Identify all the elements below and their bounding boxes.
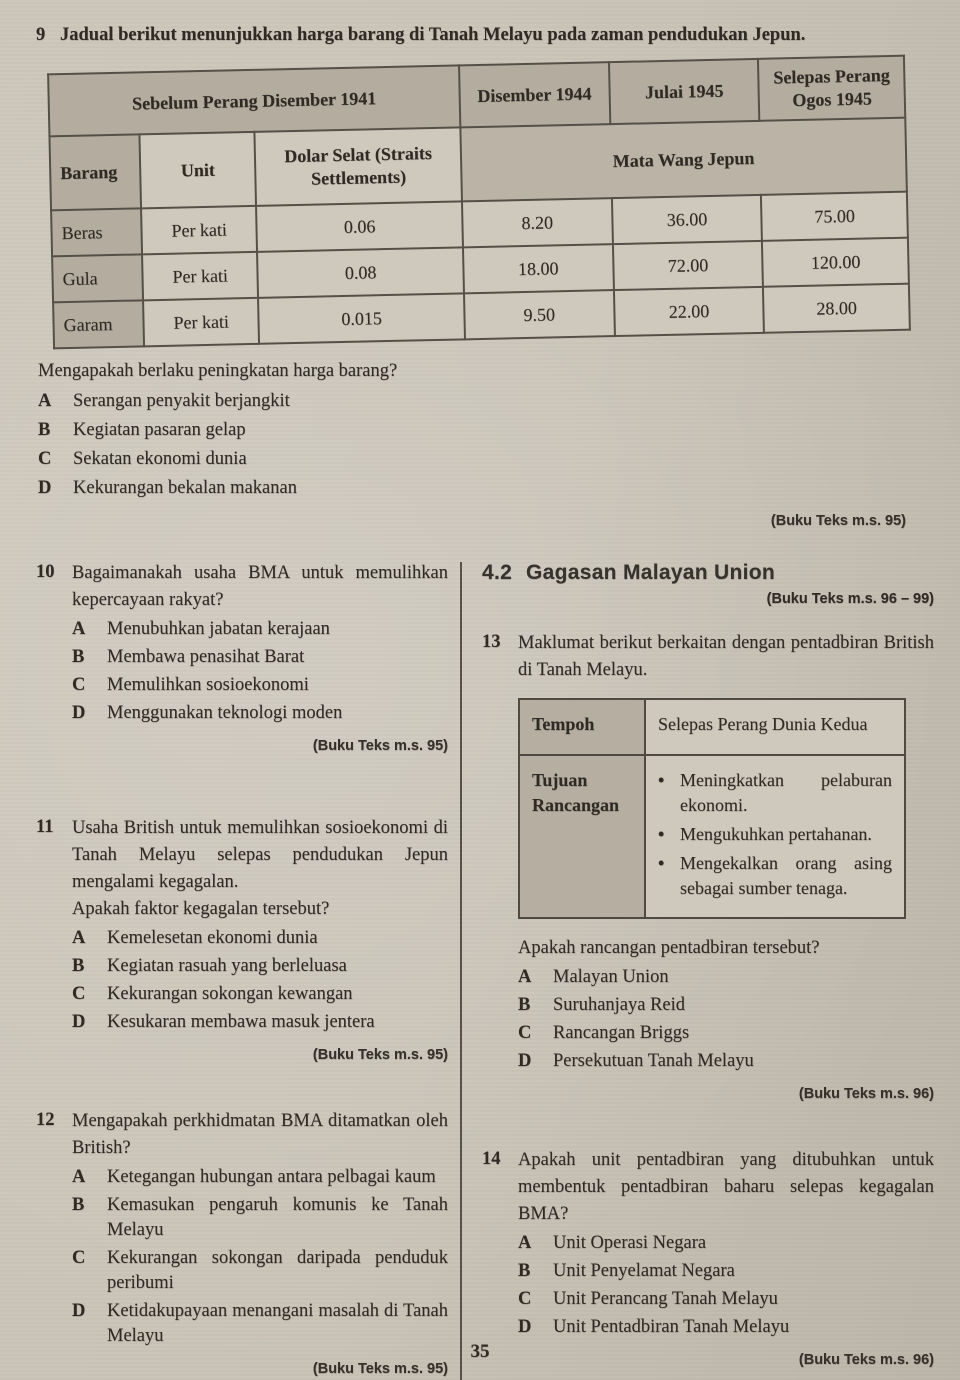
table-header-cell: Tujuan Rancangan — [519, 755, 645, 918]
bullet-icon: • — [658, 824, 665, 844]
option-c — [72, 1246, 448, 1296]
table-header-cell: Tempoh — [519, 699, 645, 755]
question-intro-text: Jadual berikut menunjukkan harga barang di Tanah Melayu pada zaman pendudukan Jepun. — [60, 25, 806, 45]
table-cell: 18.00 — [463, 244, 614, 293]
option-letter: A — [72, 619, 86, 639]
option-text: Sekatan ekonomi dunia — [73, 449, 247, 469]
table-cell: Per kati — [141, 206, 258, 255]
option-letter: C — [72, 984, 86, 1004]
option-c — [72, 673, 448, 698]
option-text: Ketegangan hubungan antara pelbagai kaum — [107, 1167, 436, 1187]
option-letter: C — [38, 449, 52, 469]
source-reference: (Buku Teks m.s. 95) — [312, 1361, 448, 1377]
option-letter: B — [518, 995, 531, 1015]
option-letter: C — [72, 675, 86, 695]
option-letter: B — [72, 1195, 85, 1215]
option-text: Kekurangan bekalan makanan — [73, 478, 297, 498]
table-cell: Selepas Perang Dunia Kedua — [645, 699, 905, 755]
table-cell: 8.20 — [462, 198, 613, 247]
option-text: Unit Pentadbiran Tanah Melayu — [553, 1317, 790, 1337]
option-d — [72, 1010, 448, 1035]
table-header-cell: Sebelum Perang Disember 1941 — [48, 65, 460, 136]
option-letter: D — [518, 1317, 532, 1337]
question-text: Mengapakah berlaku peningkatan harga barang? — [38, 361, 398, 381]
question-number: 12 — [36, 1110, 55, 1130]
table-cell: Garam — [53, 300, 144, 348]
option-text: Menubuhkan jabatan kerajaan — [107, 619, 330, 639]
option-text: Kekurangan sokongan daripada penduduk peribumi — [107, 1248, 448, 1293]
option-text: Malayan Union — [553, 967, 669, 987]
option-text: Kekurangan sokongan kewangan — [107, 984, 353, 1004]
question-text: Bagaimanakah usaha BMA untuk memulihkan kepercayaan rakyat? — [72, 563, 448, 610]
info-table — [518, 698, 906, 919]
option-text: Unit Penyelamat Negara — [553, 1261, 735, 1281]
option-c — [518, 1287, 934, 1312]
option-letter: B — [72, 956, 85, 976]
option-b — [38, 417, 906, 443]
option-c — [72, 982, 448, 1007]
option-text: Serangan penyakit berjangkit — [73, 391, 290, 411]
two-column-area — [36, 560, 934, 1380]
section-number: 4.2 — [482, 561, 513, 584]
table-cell: 75.00 — [761, 192, 908, 241]
option-text: Kemelesetan ekonomi dunia — [107, 928, 318, 948]
option-d — [518, 1049, 934, 1074]
question-text: Mengapakah perkhidmatan BMA ditamatkan oleh British? — [72, 1111, 448, 1158]
price-table — [47, 55, 911, 350]
bullet-text: Meningkatkan pelaburan ekonomi. — [680, 770, 892, 815]
question-9-intro — [0, 0, 960, 48]
question-11-block — [36, 815, 448, 1068]
option-b — [72, 645, 448, 670]
option-letter: A — [72, 928, 86, 948]
table-cell: 0.08 — [257, 247, 463, 297]
table-cell: 0.06 — [256, 201, 462, 251]
bullet-item — [658, 822, 892, 847]
question-number: 9 — [36, 25, 46, 45]
option-letter: D — [72, 703, 86, 723]
table-cell: Beras — [51, 208, 142, 256]
table-cell: 0.015 — [258, 293, 464, 343]
table-cell: 22.00 — [614, 287, 765, 336]
section-title: Gagasan Malayan Union — [526, 561, 776, 584]
option-a — [72, 1165, 448, 1190]
price-table-wrap — [47, 55, 911, 350]
source-reference: (Buku Teks m.s. 95) — [312, 738, 448, 754]
right-column — [462, 560, 934, 1380]
table-row — [519, 699, 905, 755]
page-number: 35 — [470, 1341, 490, 1362]
option-a — [72, 617, 448, 642]
section-heading — [482, 560, 934, 585]
option-text: Kesukaran membawa masuk jentera — [107, 1012, 375, 1032]
table-header-cell: Selepas Perang Ogos 1945 — [758, 56, 905, 121]
table-cell: 120.00 — [762, 238, 909, 287]
option-letter: C — [72, 1248, 86, 1268]
question-13-block — [482, 630, 934, 1107]
question-stem: Maklumat berikut berkaitan dengan pentadbiran British di Tanah Melayu. — [518, 633, 934, 680]
question-number: 11 — [36, 817, 54, 837]
table-cell: Per kati — [142, 252, 259, 301]
source-reference: (Buku Teks m.s. 95) — [312, 1047, 448, 1063]
option-c — [518, 1021, 934, 1046]
table-cell: 9.50 — [464, 290, 615, 339]
option-text: Kemasukan pengaruh komunis ke Tanah Melayu — [107, 1195, 448, 1240]
question-number: 14 — [482, 1149, 501, 1169]
option-d — [518, 1315, 934, 1340]
table-cell: 36.00 — [612, 195, 763, 244]
option-letter: B — [38, 420, 51, 440]
option-b — [518, 993, 934, 1018]
table-header-cell: Unit — [139, 132, 256, 209]
table-header-cell: Mata Wang Jepun — [460, 118, 907, 202]
option-letter: C — [518, 1023, 532, 1043]
question-number: 10 — [36, 562, 55, 582]
table-cell: 72.00 — [613, 241, 764, 290]
option-letter: A — [518, 967, 532, 987]
option-a — [72, 926, 448, 951]
option-text: Membawa penasihat Barat — [107, 647, 305, 667]
table-header-cell: Julai 1945 — [609, 59, 760, 124]
option-text: Kegiatan rasuah yang berleluasa — [107, 956, 347, 976]
bullet-text: Mengekalkan orang asing sebagai sumber tenaga. — [680, 853, 892, 898]
left-column — [36, 560, 460, 1380]
bullet-icon: • — [658, 770, 665, 790]
option-letter: D — [518, 1051, 532, 1071]
question-9-body — [0, 340, 960, 534]
option-text: Persekutuan Tanah Melayu — [553, 1051, 754, 1071]
bullet-text: Mengukuhkan pertahanan. — [680, 824, 872, 844]
option-text: Memulihkan sosioekonomi — [107, 675, 309, 695]
bullet-item — [658, 768, 892, 818]
option-letter: A — [518, 1233, 532, 1253]
option-letter: A — [72, 1167, 86, 1187]
option-b — [72, 1193, 448, 1243]
option-b — [518, 1259, 934, 1284]
question-stem: Usaha British untuk memulihkan sosioekonomi di Tanah Melayu selepas pendudukan Jepun mengalami kegagalan. — [72, 818, 448, 892]
option-letter: B — [72, 647, 85, 667]
option-d — [72, 701, 448, 726]
option-letter: B — [518, 1261, 531, 1281]
table-cell: Gula — [52, 254, 143, 302]
option-text: Kegiatan pasaran gelap — [73, 420, 246, 440]
option-text: Unit Operasi Negara — [553, 1233, 707, 1253]
option-b — [72, 954, 448, 979]
option-a — [518, 1231, 934, 1256]
question-10-block — [36, 560, 448, 759]
table-header-cell: Disember 1944 — [459, 62, 610, 127]
source-reference: (Buku Teks m.s. 96) — [798, 1086, 934, 1102]
option-text: Suruhanjaya Reid — [553, 995, 686, 1015]
option-letter: D — [72, 1301, 86, 1321]
option-text: Rancangan Briggs — [553, 1023, 690, 1043]
option-text: Unit Perancang Tanah Melayu — [553, 1289, 778, 1309]
bullet-item — [658, 851, 892, 901]
option-letter: D — [38, 478, 52, 498]
question-text: Apakah rancangan pentadbiran tersebut? — [518, 938, 820, 958]
question-text: Apakah unit pentadbiran yang ditubuhkan untuk membentuk pentadbiran baharu selepas kegagalan BMA? — [518, 1150, 934, 1224]
option-letter: A — [38, 391, 52, 411]
option-text: Menggunakan teknologi moden — [107, 703, 343, 723]
table-cell: Per kati — [143, 298, 260, 347]
option-letter: D — [72, 1012, 86, 1032]
option-d — [38, 475, 906, 501]
table-row — [519, 755, 905, 918]
option-c — [38, 446, 906, 472]
bullet-icon: • — [658, 853, 665, 873]
question-text: Apakah faktor kegagalan tersebut? — [72, 899, 330, 919]
section-source-reference: (Buku Teks m.s. 96 – 99) — [766, 591, 934, 607]
option-a — [38, 388, 906, 414]
question-number: 13 — [482, 632, 501, 652]
table-cell: 28.00 — [763, 284, 910, 333]
table-header-cell: Dolar Selat (Straits Settlements) — [255, 127, 462, 205]
source-reference: (Buku Teks m.s. 95) — [770, 513, 906, 529]
source-reference: (Buku Teks m.s. 96) — [798, 1352, 934, 1368]
option-a — [518, 965, 934, 990]
option-text: Ketidakupayaan menangani masalah di Tanah Melayu — [107, 1301, 448, 1346]
table-cell — [645, 755, 905, 918]
table-header-cell: Barang — [49, 134, 140, 210]
option-letter: C — [518, 1289, 532, 1309]
